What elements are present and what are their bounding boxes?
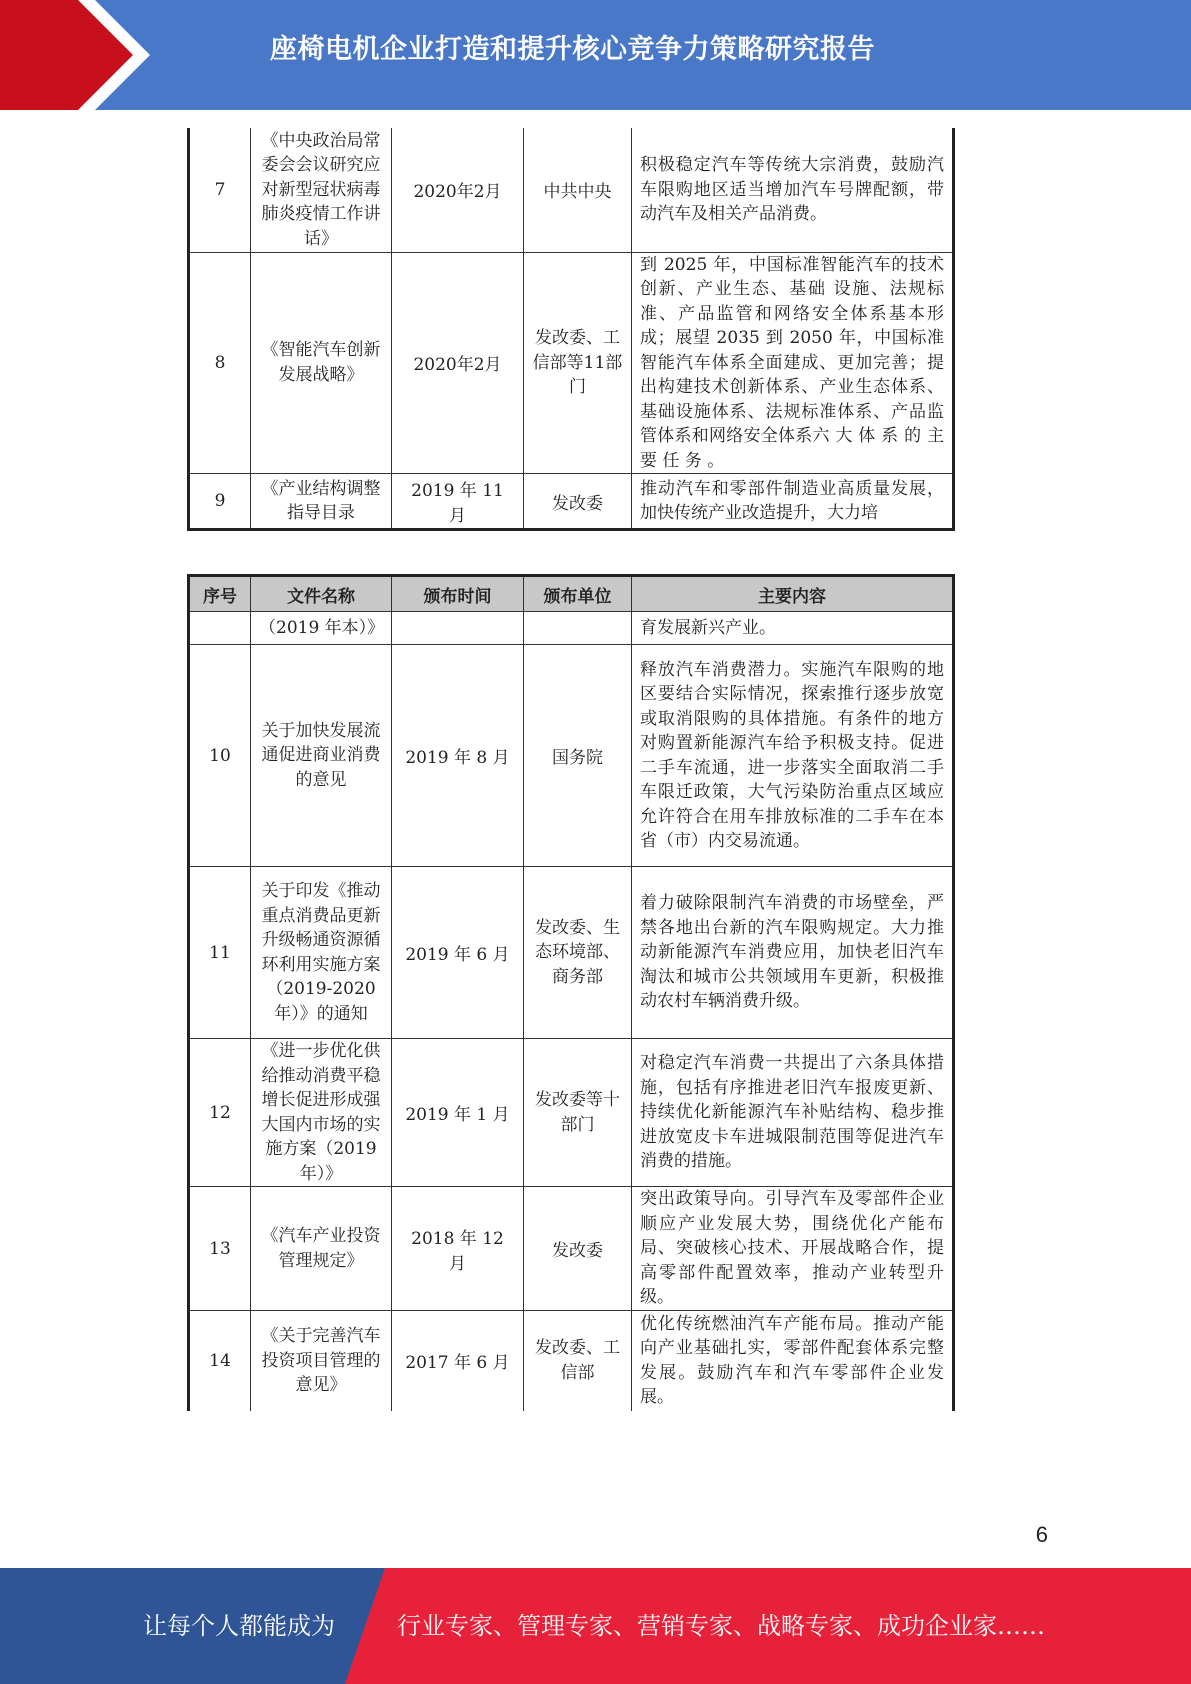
row-number: 10 (189, 645, 251, 867)
issue-date: 2019 年 11 月 (392, 474, 524, 530)
row-number (189, 612, 251, 645)
report-header (0, 0, 1191, 110)
table-row (189, 867, 954, 1039)
policy-table-bottom (187, 574, 955, 1411)
header-issue-date: 颁布时间 (392, 576, 524, 612)
issue-date: 2019 年 6 月 (392, 867, 524, 1039)
footer-slogan-left: 让每个人都能成为 (143, 1612, 335, 1640)
row-number: 13 (189, 1187, 251, 1311)
main-content: 着力破除限制汽车消费的市场壁垒，严禁各地出台新的汽车限购规定。大力推动新能源汽车消费应用，加快老旧汽车淘汰和城市公共领域用车更新，积极推动农村车辆消费升级。 (632, 867, 954, 1039)
document-name: 《关于完善汽车投资项目管理的意见》 (251, 1311, 392, 1411)
document-name: 关于印发《推动重点消费品更新升级畅通资源循环利用实施方案（2019-2020年）》的通知 (251, 867, 392, 1039)
main-content: 突出政策导向。引导汽车及零部件企业顺应产业发展大势，围绕优化产能布局、突破核心技术、开展战略合作，提高零部件配置效率，推动产业转型升级。 (632, 1187, 954, 1311)
table-row (189, 1187, 954, 1311)
issuing-unit: 发改委、工信部等11部门 (524, 252, 632, 474)
table-row (189, 1039, 954, 1187)
issuing-unit: 发改委、生态环境部、商务部 (524, 867, 632, 1039)
document-name: 关于加快发展流通促进商业消费的意见 (251, 645, 392, 867)
document-name: 《智能汽车创新发展战略》 (251, 252, 392, 474)
issuing-unit: 发改委 (524, 474, 632, 530)
header-main-content: 主要内容 (632, 576, 954, 612)
issue-date: 2020年2月 (392, 252, 524, 474)
row-number: 8 (189, 252, 251, 474)
issuing-unit: 发改委 (524, 1187, 632, 1311)
footer-slogan-right: 行业专家、管理专家、营销专家、战略专家、成功企业家…… (397, 1612, 1045, 1640)
main-content: 积极稳定汽车等传统大宗消费，鼓励汽车限购地区适当增加汽车号牌配额，带动汽车及相关产品消费。 (632, 128, 954, 252)
issuing-unit: 发改委等十部门 (524, 1039, 632, 1187)
issue-date: 2018 年 12 月 (392, 1187, 524, 1311)
table-row (189, 1311, 954, 1411)
row-number: 11 (189, 867, 251, 1039)
policy-table-top (187, 128, 955, 531)
report-footer (0, 1568, 1191, 1684)
table-header-row (189, 576, 954, 612)
document-name: 《进一步优化供给推动消费平稳增长促进形成强大国内市场的实施方案（2019年）》 (251, 1039, 392, 1187)
issuing-unit: 发改委、工信部 (524, 1311, 632, 1411)
header-document-name: 文件名称 (251, 576, 392, 612)
page-number: 6 (1035, 1522, 1048, 1547)
header-number: 序号 (189, 576, 251, 612)
issue-date: 2019 年 8 月 (392, 645, 524, 867)
issuing-unit (524, 612, 632, 645)
table-row (189, 128, 954, 252)
main-content: 对稳定汽车消费一共提出了六条具体措施，包括有序推进老旧汽车报废更新、持续优化新能源汽车补贴结构、稳步推进放宽皮卡车进城限制范围等促进汽车消费的措施。 (632, 1039, 954, 1187)
header-issuing-unit: 颁布单位 (524, 576, 632, 612)
main-content: 育发展新兴产业。 (632, 612, 954, 645)
table-row (189, 474, 954, 530)
row-number: 12 (189, 1039, 251, 1187)
issue-date: 2017 年 6 月 (392, 1311, 524, 1411)
report-title: 座椅电机企业打造和提升核心竞争力策略研究报告 (270, 34, 875, 65)
main-content: 释放汽车消费潜力。实施汽车限购的地区要结合实际情况，探索推行逐步放宽或取消限购的具体措施。有条件的地方对购置新能源汽车给予积极支持。促进二手车流通，进一步落实全面取消二手车限迁政策，大气污染防治重点区域应允许符合在用车排放标准的二手车在本省（市）内交易流通。 (632, 645, 954, 867)
main-content: 到 2025 年，中国标准智能汽车的技术创新、产业生态、基础 设施、法规标准、产品监管和网络安全体系基本形成；展望 2035 到 2050 年，中国标准智能汽车体系全面建成、更加完善；提出构建技术创新体系、产业生态体系、基础设施体系、法规标准体系、产品监管体系和网络安全体系六 大 体 系 的 主 要 任 务 。 (632, 252, 954, 474)
table-row (189, 252, 954, 474)
main-content: 推动汽车和零部件制造业高质量发展，加快传统产业改造提升，大力培 (632, 474, 954, 530)
issue-date: 2019 年 1 月 (392, 1039, 524, 1187)
main-content: 优化传统燃油汽车产能布局。推动产能向产业基础扎实，零部件配套体系完整发展。鼓励汽车和汽车零部件企业发展。 (632, 1311, 954, 1411)
row-number: 7 (189, 128, 251, 252)
issuing-unit: 中共中央 (524, 128, 632, 252)
row-number: 14 (189, 1311, 251, 1411)
document-name: 《汽车产业投资管理规定》 (251, 1187, 392, 1311)
row-number: 9 (189, 474, 251, 530)
issue-date (392, 612, 524, 645)
table-row (189, 645, 954, 867)
document-name: （2019 年本）》 (251, 612, 392, 645)
issuing-unit: 国务院 (524, 645, 632, 867)
table-row (189, 612, 954, 645)
document-name: 《中央政治局常委会会议研究应对新型冠状病毒肺炎疫情工作讲话》 (251, 128, 392, 252)
issue-date: 2020年2月 (392, 128, 524, 252)
header-arrow-decoration (0, 0, 160, 110)
document-name: 《产业结构调整指导目录 (251, 474, 392, 530)
